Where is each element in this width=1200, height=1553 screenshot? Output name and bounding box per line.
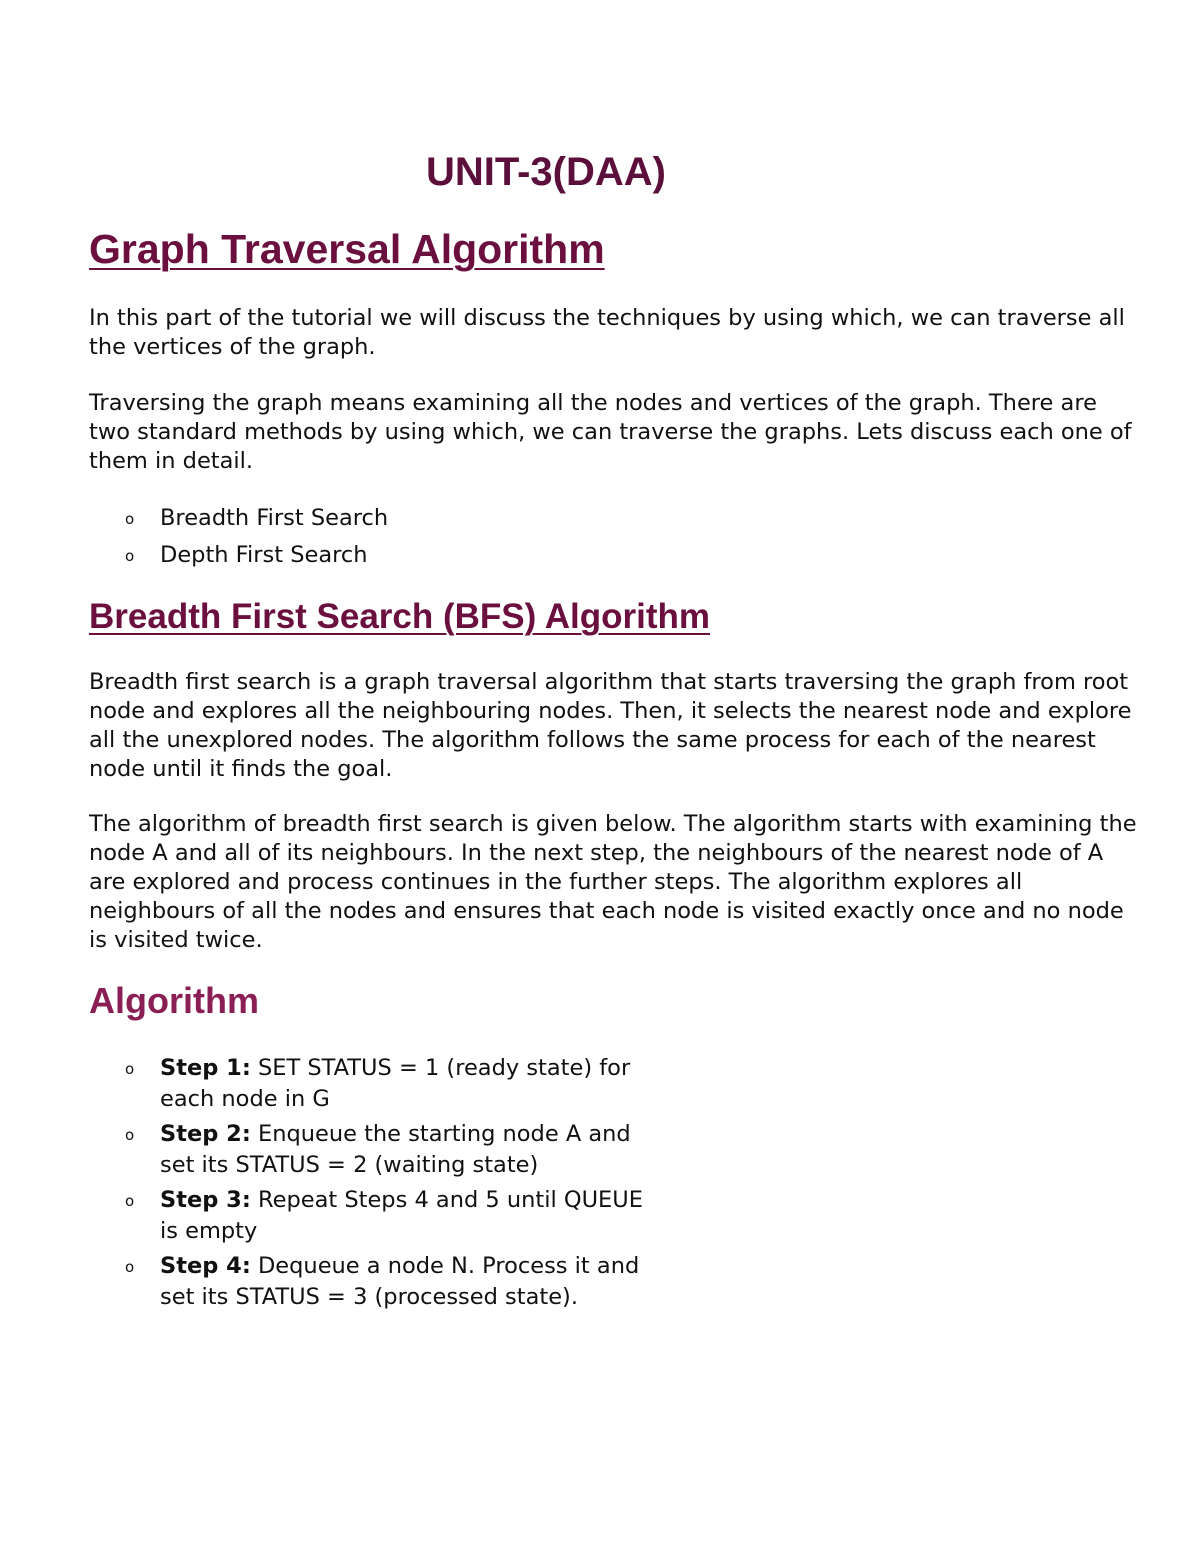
- list-item: [89, 1185, 649, 1247]
- bullet-icon: o: [125, 1060, 135, 1078]
- list-item: [89, 1119, 649, 1181]
- list-item: [89, 540, 689, 570]
- algorithm-steps-list: [89, 1053, 649, 1317]
- bfs-heading: Breadth First Search (BFS) Algorithm: [89, 597, 710, 636]
- bullet-icon: o: [125, 1126, 135, 1144]
- list-item-label: Breadth First Search: [160, 505, 389, 531]
- step-label: Step 1:: [160, 1055, 251, 1081]
- step-text: Enqueue the starting node A and set its STATUS = 2 (waiting state): [160, 1121, 631, 1178]
- step-label: Step 3:: [160, 1187, 251, 1213]
- graph-traversal-heading: Graph Traversal Algorithm: [89, 226, 605, 272]
- traversal-methods-list: [89, 503, 689, 577]
- step-label: Step 2:: [160, 1121, 251, 1147]
- algorithm-heading: Algorithm: [89, 980, 259, 1021]
- list-item: [89, 1251, 649, 1313]
- bfs-paragraph-1: Breadth first search is a graph traversal algorithm that starts traversing the graph from root node and explores all the neighbouring nodes. Then, it selects the nearest node and explore all the unexplored nodes. The algorithm follows the same process for each of the nearest node until it finds the goal.: [89, 669, 1132, 782]
- bullet-icon: o: [125, 1192, 135, 1210]
- step-text: Dequeue a node N. Process it and set its STATUS = 3 (processed state).: [160, 1253, 640, 1310]
- bfs-paragraph-2: The algorithm of breadth first search is given below. The algorithm starts with examining the node A and all of its neighbours. In the next step, the neighbours of the nearest node of A are explored and process continues in the further steps. The algorithm explores all neighbours of all the nodes and ensures that each node is visited exactly once and no node is visited twice.: [89, 811, 1137, 953]
- bullet-icon: o: [125, 510, 135, 528]
- step-text: SET STATUS = 1 (ready state) for each node in G: [160, 1055, 631, 1112]
- list-item: [89, 1053, 649, 1115]
- bullet-icon: o: [125, 1258, 135, 1276]
- step-text: Repeat Steps 4 and 5 until QUEUE is empty: [160, 1187, 643, 1244]
- bullet-icon: o: [125, 547, 135, 565]
- list-item: [89, 503, 689, 533]
- traversal-paragraph: Traversing the graph means examining all the nodes and vertices of the graph. There are two standard methods by using which, we can traverse the graphs. Lets discuss each one of them in detail.: [89, 390, 1132, 474]
- intro-paragraph: In this part of the tutorial we will discuss the techniques by using which, we can traverse all the vertices of the graph.: [89, 305, 1125, 360]
- step-label: Step 4:: [160, 1253, 251, 1279]
- unit-title: UNIT-3(DAA): [426, 150, 666, 194]
- list-item-label: Depth First Search: [160, 542, 368, 568]
